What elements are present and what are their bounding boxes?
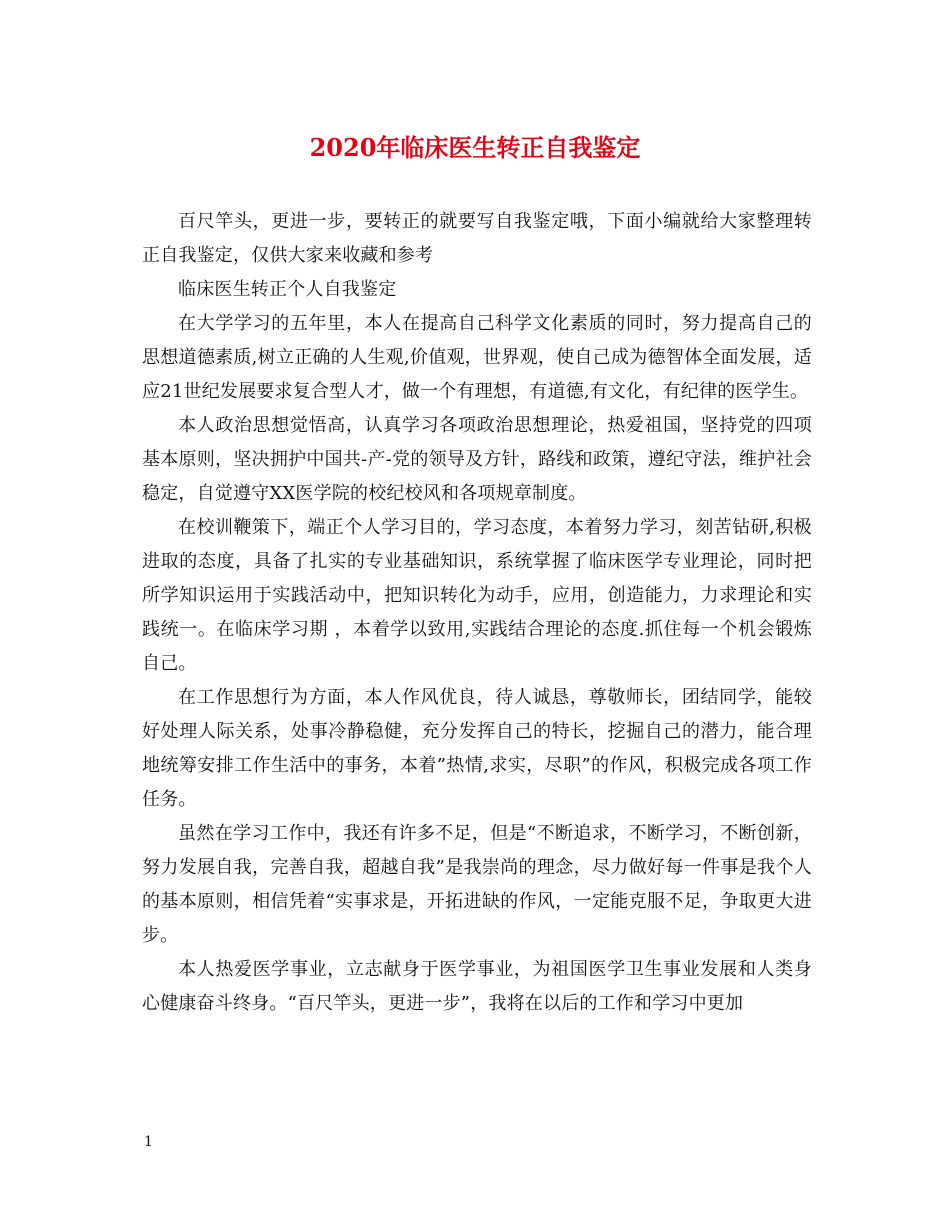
- paragraph-study: 在大学学习的五年里，本人在提高自己科学文化素质的同时，努力提高自己的思想道德素质,树立正确的人生观,价值观，世界观，使自己成为德智体全面发展，适应21世纪发展要求复合型人才，做一个有理想，有道德,有文化，有纪律的医学生。: [142, 313, 812, 402]
- section-heading: 临床医生转正个人自我鉴定: [178, 279, 397, 300]
- paragraph-conduct: 在工作思想行为方面，本人作风优良，待人诚恳，尊敬师长，团结同学，能较好处理人际关系，处事冷静稳健，充分发挥自己的特长，挖掘自己的潜力，能合理地统筹安排工作生活中的事务，本着”热情,求实，尽职”的作风，积极完成各项工作任务。: [142, 687, 812, 810]
- document-title: 2020年临床医生转正自我鉴定: [309, 133, 641, 162]
- paragraph-intro: 百尺竿头，更进一步，要转正的就要写自我鉴定哦，下面小编就给大家整理转正自我鉴定，仅供大家来收藏和参考: [142, 211, 812, 266]
- paragraph-shortcomings: 虽然在学习工作中，我还有许多不足，但是“不断追求，不断学习，不断创新，努力发展自我，完善自我，超越自我”是我崇尚的理念，尽力做好每一件事是我个人的基本原则，相信凭着“实事求是，开拓进缺的作风，一定能克服不足，争取更大进步。: [142, 823, 812, 946]
- paragraph-commitment: 本人热爱医学事业，立志献身于医学事业，为祖国医学卫生事业发展和人类身心健康奋斗终身。“百尺竿头，更进一步”，我将在以后的工作和学习中更加: [142, 959, 812, 1014]
- page-number: 1: [144, 1134, 153, 1150]
- paragraph-learning: 在校训鞭策下，端正个人学习目的，学习态度，本着努力学习，刻苦钻研,积极进取的态度，具备了扎实的专业基础知识，系统掌握了临床医学专业理论，同时把所学知识运用于实践活动中，把知识转化为动手，应用，创造能力，力求理论和实践统一。在临床学习期 ，本着学以致用,实践结合理论的态度.抓住每一个机会锻炼自己。: [142, 517, 812, 674]
- document-body: [142, 205, 812, 1021]
- paragraph-politics: 本人政治思想觉悟高，认真学习各项政治思想理论，热爱祖国，坚持党的四项基本原则，坚决拥护中国共-产-党的领导及方针，路线和政策，遵纪守法，维护社会稳定，自觉遵守XX医学院的校纪校风和各项规章制度。: [142, 415, 812, 504]
